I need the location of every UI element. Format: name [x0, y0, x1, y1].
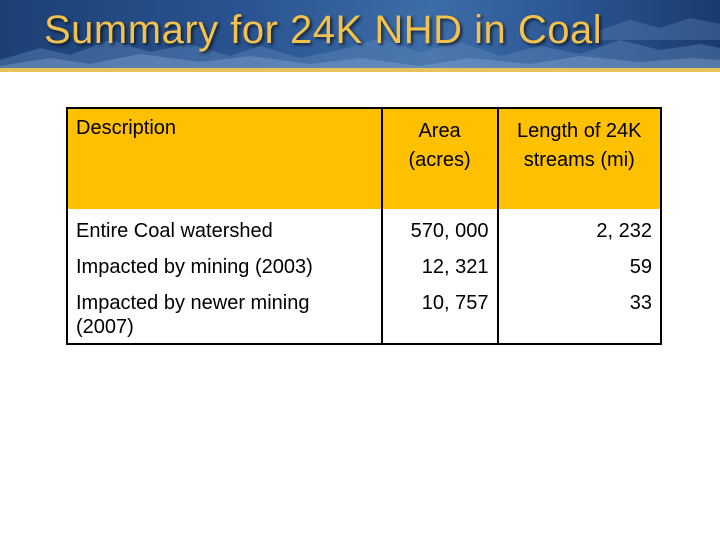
summary-table: [66, 107, 662, 345]
row-length: 2, 232: [498, 209, 662, 247]
row-area: 10, 757: [382, 283, 498, 344]
header-area: Area (acres): [382, 108, 498, 209]
header-length: Length of 24K streams (mi): [498, 108, 662, 209]
row-area: 570, 000: [382, 209, 498, 247]
row-description: Impacted by newer mining (2007): [67, 283, 382, 344]
slide-title: Summary for 24K NHD in Coal: [44, 8, 603, 52]
title-banner: [0, 0, 720, 72]
row-area: 12, 321: [382, 247, 498, 283]
table-header-row: [67, 108, 661, 209]
banner-gold-stripe: [0, 68, 720, 72]
header-description: Description: [67, 108, 382, 209]
row-description: Impacted by mining (2003): [67, 247, 382, 283]
table-row: [67, 209, 661, 247]
table-row: [67, 247, 661, 283]
summary-table-container: [66, 107, 662, 345]
row-length: 59: [498, 247, 662, 283]
row-description: Entire Coal watershed: [67, 209, 382, 247]
table-row: [67, 283, 661, 344]
row-length: 33: [498, 283, 662, 344]
